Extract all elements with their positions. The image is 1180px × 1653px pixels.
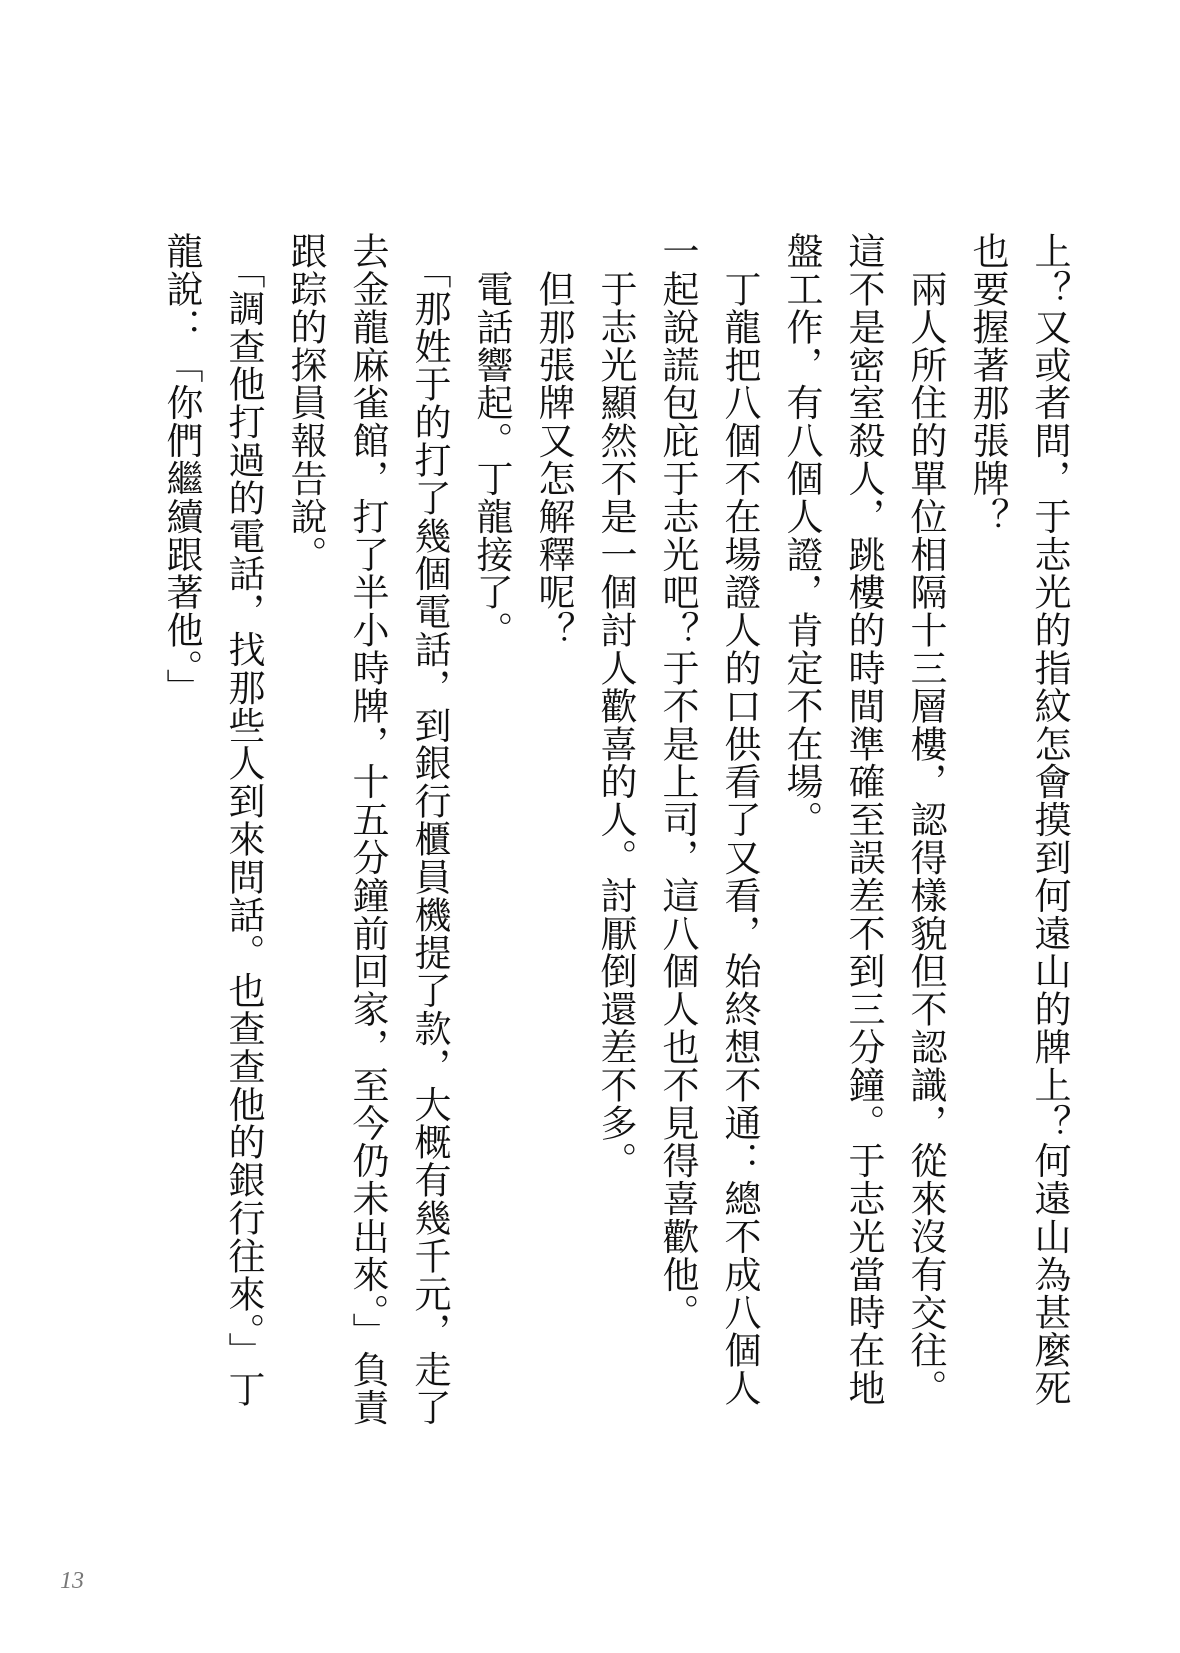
paragraph: 于志光顯然不是一個討人歡喜的人。討厭倒還差不多。 [594, 232, 637, 1180]
page-number: 13 [60, 1568, 84, 1594]
paragraph: 電話響起。丁龍接了。 [470, 232, 513, 649]
paragraph: 上？又或者問，于志光的指紋怎會摸到何遠山的牌上？何遠山為甚麼死也要握著那張牌？ [966, 232, 1071, 1407]
paragraph: 兩人所住的單位相隔十三層樓，認得樣貌但不認識，從來沒有交往。這不是密室殺人，跳樓的時間準確至誤差不到三分鐘。于志光當時在地盤工作，有八個人證，肯定不在場。 [780, 232, 947, 1407]
paragraph: 「那姓于的打了幾個電話，到銀行櫃員機提了款，大概有幾千元，走了去金龍麻雀館，打了半小時牌，十五分鐘前回家，至今仍未出來。」負責跟踪的探員報告說。 [284, 232, 451, 1427]
paragraph: 「調查他打過的電話，找那些人到來問話。也查查他的銀行往來。」丁龍說：「你們繼續跟著他。」 [160, 232, 265, 1408]
paragraph: 但那張牌又怎解釋呢？ [532, 232, 575, 649]
paragraph: 丁龍把八個不在場證人的口供看了又看，始終想不通：總不成八個人一起說謊包庇于志光吧？于不是上司，這八個人也不見得喜歡他。 [656, 232, 761, 1407]
vertical-text-body [150, 232, 1080, 1427]
